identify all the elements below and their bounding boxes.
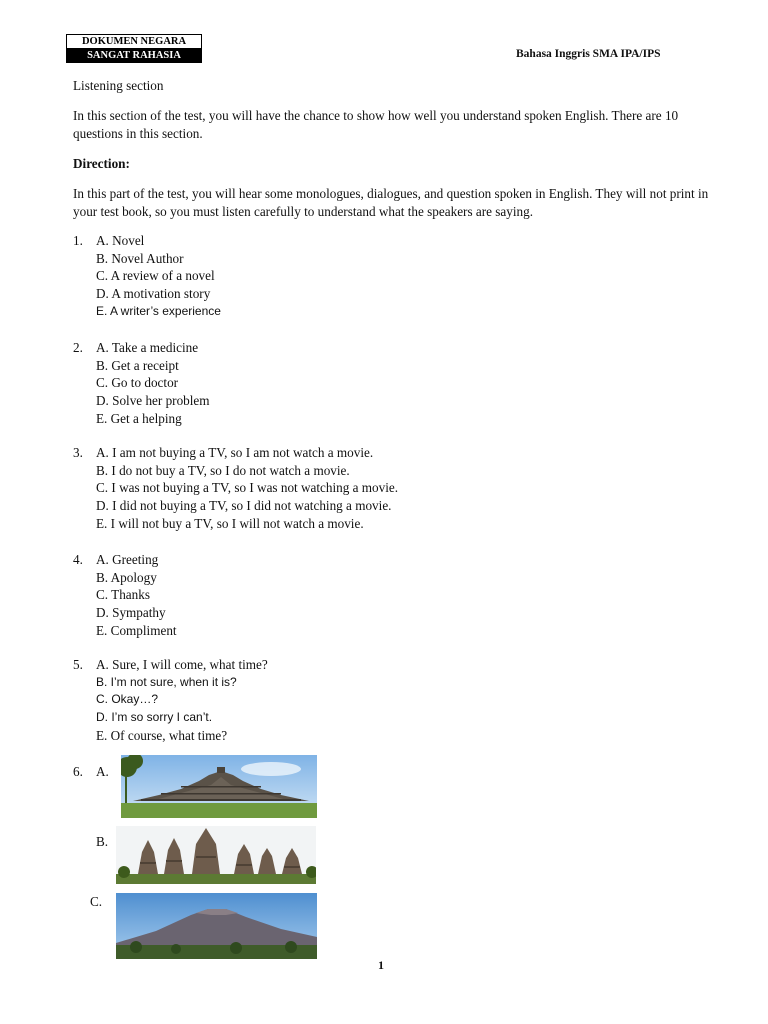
- option-a-label: A.: [96, 764, 109, 779]
- option-d: D. I’m so sorry I can’t.: [96, 710, 213, 725]
- option-c: C. I was not buying a TV, so I was not watching a movie.: [96, 480, 399, 496]
- option-e: E. A writer’s experience: [96, 303, 221, 318]
- stamp-top-text: DOKUMEN NEGARA: [67, 35, 201, 49]
- option-c: C. Thanks: [96, 587, 150, 603]
- temple-photo-b: [116, 826, 316, 884]
- temple-photo-a: [121, 755, 317, 818]
- option-e: E. Compliment: [96, 622, 177, 638]
- question-number: 5.: [73, 657, 83, 672]
- option-b-label: B.: [96, 834, 109, 849]
- question-number: 4.: [73, 552, 83, 567]
- option-e: E. Of course, what time?: [96, 727, 228, 743]
- option-d: D. A motivation story: [96, 286, 211, 302]
- question-number: 2.: [73, 340, 83, 355]
- question-number: 3.: [73, 445, 83, 460]
- classification-stamp: [66, 34, 202, 63]
- option-e: E. Get a helping: [96, 410, 182, 426]
- option-a: A. Sure, I will come, what time?: [96, 657, 268, 672]
- section-title: Listening section: [73, 78, 164, 93]
- option-e: E. I will not buy a TV, so I will not watch a movie.: [96, 515, 364, 531]
- mountain-photo-c: [116, 893, 317, 959]
- option-c: C. Okay…?: [96, 692, 159, 707]
- option-a: A. Novel: [96, 233, 145, 248]
- option-b: B. Get a receipt: [96, 357, 179, 373]
- option-d: D. Solve her problem: [96, 393, 210, 409]
- option-b: B. I’m not sure, when it is?: [96, 674, 237, 689]
- option-d: D. I did not buying a TV, so I did not watching a movie.: [96, 498, 392, 514]
- option-c-label: C.: [90, 894, 103, 909]
- direction-label: Direction:: [73, 156, 130, 171]
- option-d: D. Sympathy: [96, 605, 166, 621]
- option-a: A. I am not buying a TV, so I am not watch a movie.: [96, 445, 374, 460]
- direction-paragraph: In this part of the test, you will hear some monologues, dialogues, and question spoken in English. They will not print in your test book, so you must listen carefully to understand what the speakers are saying.: [73, 186, 709, 219]
- option-c: C. A review of a novel: [96, 268, 215, 284]
- page-number: 1: [378, 958, 384, 972]
- stamp-bottom-text: SANGAT RAHASIA: [67, 49, 201, 62]
- option-a: A. Greeting: [96, 552, 159, 567]
- option-b: B. Novel Author: [96, 250, 184, 266]
- question-6-number: 6.: [73, 764, 83, 779]
- intro-paragraph: In this section of the test, you will have the chance to show how well you understand spoken English. There are 10 questions in this section.: [73, 108, 679, 141]
- option-c: C. Go to doctor: [96, 375, 179, 391]
- option-a: A. Take a medicine: [96, 340, 199, 355]
- option-b: B. Apology: [96, 569, 157, 585]
- option-b: B. I do not buy a TV, so I do not watch a movie.: [96, 462, 350, 478]
- subject-title: Bahasa Inggris SMA IPA/IPS: [516, 48, 661, 60]
- question-number: 1.: [73, 233, 83, 248]
